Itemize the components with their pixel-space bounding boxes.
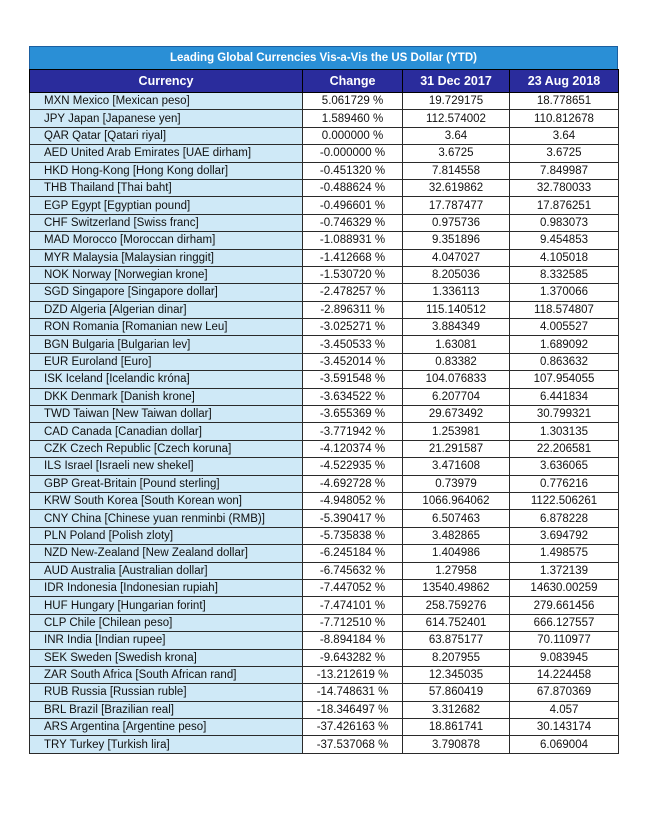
table-row xyxy=(30,701,619,718)
aug-2018-cell: 4.057 xyxy=(510,701,619,718)
change-cell: -37.426163 % xyxy=(303,719,403,736)
table-row xyxy=(30,301,619,318)
table-row xyxy=(30,666,619,683)
aug-2018-cell: 3.636065 xyxy=(510,458,619,475)
currency-cell: ZAR South Africa [South African rand] xyxy=(30,666,303,683)
change-cell: -7.447052 % xyxy=(303,579,403,596)
table-row xyxy=(30,336,619,353)
change-cell: -3.452014 % xyxy=(303,353,403,370)
table-row xyxy=(30,562,619,579)
dec-2017-cell: 3.482865 xyxy=(403,527,510,544)
change-cell: -0.451320 % xyxy=(303,162,403,179)
aug-2018-cell: 32.780033 xyxy=(510,179,619,196)
table-row xyxy=(30,684,619,701)
currency-cell: CHF Switzerland [Swiss franc] xyxy=(30,214,303,231)
table-row xyxy=(30,284,619,301)
currency-cell: CLP Chile [Chilean peso] xyxy=(30,614,303,631)
currency-cell: DKK Denmark [Danish krone] xyxy=(30,388,303,405)
change-cell: -3.450533 % xyxy=(303,336,403,353)
change-cell: -4.522935 % xyxy=(303,458,403,475)
change-cell: 5.061729 % xyxy=(303,93,403,110)
table-row xyxy=(30,266,619,283)
dec-2017-cell: 1.253981 xyxy=(403,423,510,440)
change-cell: -0.496601 % xyxy=(303,197,403,214)
currency-cell: MYR Malaysia [Malaysian ringgit] xyxy=(30,249,303,266)
currency-cell: ILS Israel [Israeli new shekel] xyxy=(30,458,303,475)
table-row xyxy=(30,388,619,405)
change-cell: -37.537068 % xyxy=(303,736,403,753)
dec-2017-cell: 29.673492 xyxy=(403,406,510,423)
table-row xyxy=(30,545,619,562)
aug-2018-cell: 3.64 xyxy=(510,127,619,144)
aug-2018-cell: 0.983073 xyxy=(510,214,619,231)
currency-cell: NZD New-Zealand [New Zealand dollar] xyxy=(30,545,303,562)
table-row xyxy=(30,371,619,388)
table-row xyxy=(30,249,619,266)
currency-cell: GBP Great-Britain [Pound sterling] xyxy=(30,475,303,492)
change-cell: -7.474101 % xyxy=(303,597,403,614)
dec-2017-cell: 57.860419 xyxy=(403,684,510,701)
table-row xyxy=(30,579,619,596)
dec-2017-cell: 6.207704 xyxy=(403,388,510,405)
currency-cell: SGD Singapore [Singapore dollar] xyxy=(30,284,303,301)
table-row xyxy=(30,492,619,509)
change-cell: -4.948052 % xyxy=(303,492,403,509)
aug-2018-cell: 0.776216 xyxy=(510,475,619,492)
aug-2018-cell: 30.799321 xyxy=(510,406,619,423)
change-cell: -5.390417 % xyxy=(303,510,403,527)
dec-2017-cell: 32.619862 xyxy=(403,179,510,196)
currency-cell: JPY Japan [Japanese yen] xyxy=(30,110,303,127)
currency-table-container xyxy=(29,46,618,754)
table-row xyxy=(30,406,619,423)
aug-2018-cell: 4.105018 xyxy=(510,249,619,266)
table-row xyxy=(30,527,619,544)
aug-2018-cell: 6.069004 xyxy=(510,736,619,753)
currency-cell: TWD Taiwan [New Taiwan dollar] xyxy=(30,406,303,423)
change-cell: -14.748631 % xyxy=(303,684,403,701)
dec-2017-cell: 3.884349 xyxy=(403,319,510,336)
table-row xyxy=(30,319,619,336)
currency-cell: INR India [Indian rupee] xyxy=(30,632,303,649)
table-row xyxy=(30,353,619,370)
change-cell: -1.412668 % xyxy=(303,249,403,266)
change-cell: -4.120374 % xyxy=(303,440,403,457)
table-row xyxy=(30,145,619,162)
currency-cell: ARS Argentina [Argentine peso] xyxy=(30,719,303,736)
dec-2017-cell: 21.291587 xyxy=(403,440,510,457)
change-cell: -9.643282 % xyxy=(303,649,403,666)
currency-cell: CAD Canada [Canadian dollar] xyxy=(30,423,303,440)
dec-2017-cell: 19.729175 xyxy=(403,93,510,110)
change-cell: -8.894184 % xyxy=(303,632,403,649)
change-cell: -0.000000 % xyxy=(303,145,403,162)
table-row xyxy=(30,110,619,127)
aug-2018-cell: 9.454853 xyxy=(510,232,619,249)
currency-table xyxy=(29,69,619,754)
aug-2018-cell: 1.689092 xyxy=(510,336,619,353)
change-cell: -0.488624 % xyxy=(303,179,403,196)
currency-cell: RON Romania [Romanian new Leu] xyxy=(30,319,303,336)
dec-2017-cell: 614.752401 xyxy=(403,614,510,631)
currency-cell: NOK Norway [Norwegian krone] xyxy=(30,266,303,283)
currency-cell: AUD Australia [Australian dollar] xyxy=(30,562,303,579)
dec-2017-cell: 8.205036 xyxy=(403,266,510,283)
currency-cell: EUR Euroland [Euro] xyxy=(30,353,303,370)
dec-2017-cell: 1.404986 xyxy=(403,545,510,562)
change-cell: 0.000000 % xyxy=(303,127,403,144)
table-row xyxy=(30,510,619,527)
table-row xyxy=(30,597,619,614)
dec-2017-cell: 3.312682 xyxy=(403,701,510,718)
currency-cell: AED United Arab Emirates [UAE dirham] xyxy=(30,145,303,162)
change-cell: -4.692728 % xyxy=(303,475,403,492)
currency-cell: MXN Mexico [Mexican peso] xyxy=(30,93,303,110)
currency-cell: RUB Russia [Russian ruble] xyxy=(30,684,303,701)
dec-2017-cell: 18.861741 xyxy=(403,719,510,736)
aug-2018-cell: 1.372139 xyxy=(510,562,619,579)
table-row xyxy=(30,614,619,631)
change-cell: -13.212619 % xyxy=(303,666,403,683)
aug-2018-cell: 0.863632 xyxy=(510,353,619,370)
dec-2017-cell: 0.73979 xyxy=(403,475,510,492)
currency-cell: DZD Algeria [Algerian dinar] xyxy=(30,301,303,318)
dec-2017-cell: 1.27958 xyxy=(403,562,510,579)
change-cell: -3.634522 % xyxy=(303,388,403,405)
column-header-currency: Currency xyxy=(30,70,303,93)
dec-2017-cell: 3.6725 xyxy=(403,145,510,162)
change-cell: -18.346497 % xyxy=(303,701,403,718)
currency-cell: SEK Sweden [Swedish krona] xyxy=(30,649,303,666)
change-cell: -3.591548 % xyxy=(303,371,403,388)
dec-2017-cell: 13540.49862 xyxy=(403,579,510,596)
column-header-aug-2018: 23 Aug 2018 xyxy=(510,70,619,93)
aug-2018-cell: 110.812678 xyxy=(510,110,619,127)
table-row xyxy=(30,719,619,736)
dec-2017-cell: 6.507463 xyxy=(403,510,510,527)
aug-2018-cell: 666.127557 xyxy=(510,614,619,631)
dec-2017-cell: 0.975736 xyxy=(403,214,510,231)
change-cell: -2.896311 % xyxy=(303,301,403,318)
currency-cell: BGN Bulgaria [Bulgarian lev] xyxy=(30,336,303,353)
dec-2017-cell: 63.875177 xyxy=(403,632,510,649)
table-row xyxy=(30,93,619,110)
aug-2018-cell: 9.083945 xyxy=(510,649,619,666)
table-row xyxy=(30,458,619,475)
currency-cell: CZK Czech Republic [Czech koruna] xyxy=(30,440,303,457)
dec-2017-cell: 1.336113 xyxy=(403,284,510,301)
table-row xyxy=(30,475,619,492)
dec-2017-cell: 0.83382 xyxy=(403,353,510,370)
aug-2018-cell: 279.661456 xyxy=(510,597,619,614)
currency-cell: QAR Qatar [Qatari riyal] xyxy=(30,127,303,144)
currency-cell: ISK Iceland [Icelandic króna] xyxy=(30,371,303,388)
change-cell: 1.589460 % xyxy=(303,110,403,127)
aug-2018-cell: 18.778651 xyxy=(510,93,619,110)
currency-cell: TRY Turkey [Turkish lira] xyxy=(30,736,303,753)
column-header-dec-2017: 31 Dec 2017 xyxy=(403,70,510,93)
dec-2017-cell: 9.351896 xyxy=(403,232,510,249)
dec-2017-cell: 7.814558 xyxy=(403,162,510,179)
dec-2017-cell: 8.207955 xyxy=(403,649,510,666)
change-cell: -6.245184 % xyxy=(303,545,403,562)
aug-2018-cell: 107.954055 xyxy=(510,371,619,388)
currency-cell: HKD Hong-Kong [Hong Kong dollar] xyxy=(30,162,303,179)
table-title: Leading Global Currencies Vis-a-Vis the US Dollar (YTD) xyxy=(29,46,618,69)
table-row xyxy=(30,232,619,249)
dec-2017-cell: 4.047027 xyxy=(403,249,510,266)
aug-2018-cell: 6.878228 xyxy=(510,510,619,527)
change-cell: -1.530720 % xyxy=(303,266,403,283)
dec-2017-cell: 258.759276 xyxy=(403,597,510,614)
dec-2017-cell: 104.076833 xyxy=(403,371,510,388)
currency-cell: BRL Brazil [Brazilian real] xyxy=(30,701,303,718)
change-cell: -3.655369 % xyxy=(303,406,403,423)
table-row xyxy=(30,127,619,144)
change-cell: -2.478257 % xyxy=(303,284,403,301)
aug-2018-cell: 22.206581 xyxy=(510,440,619,457)
change-cell: -7.712510 % xyxy=(303,614,403,631)
dec-2017-cell: 3.471608 xyxy=(403,458,510,475)
table-row xyxy=(30,197,619,214)
currency-cell: EGP Egypt [Egyptian pound] xyxy=(30,197,303,214)
aug-2018-cell: 1.498575 xyxy=(510,545,619,562)
dec-2017-cell: 17.787477 xyxy=(403,197,510,214)
currency-cell: IDR Indonesia [Indonesian rupiah] xyxy=(30,579,303,596)
currency-cell: HUF Hungary [Hungarian forint] xyxy=(30,597,303,614)
aug-2018-cell: 17.876251 xyxy=(510,197,619,214)
table-row xyxy=(30,736,619,753)
change-cell: -0.746329 % xyxy=(303,214,403,231)
column-header-change: Change xyxy=(303,70,403,93)
change-cell: -5.735838 % xyxy=(303,527,403,544)
dec-2017-cell: 115.140512 xyxy=(403,301,510,318)
aug-2018-cell: 14.224458 xyxy=(510,666,619,683)
table-row xyxy=(30,162,619,179)
aug-2018-cell: 118.574807 xyxy=(510,301,619,318)
dec-2017-cell: 3.790878 xyxy=(403,736,510,753)
change-cell: -1.088931 % xyxy=(303,232,403,249)
aug-2018-cell: 30.143174 xyxy=(510,719,619,736)
change-cell: -3.025271 % xyxy=(303,319,403,336)
currency-cell: THB Thailand [Thai baht] xyxy=(30,179,303,196)
table-row xyxy=(30,179,619,196)
dec-2017-cell: 12.345035 xyxy=(403,666,510,683)
aug-2018-cell: 3.6725 xyxy=(510,145,619,162)
currency-cell: PLN Poland [Polish zloty] xyxy=(30,527,303,544)
aug-2018-cell: 6.441834 xyxy=(510,388,619,405)
table-row xyxy=(30,423,619,440)
currency-cell: KRW South Korea [South Korean won] xyxy=(30,492,303,509)
header-row xyxy=(30,70,619,93)
currency-cell: CNY China [Chinese yuan renminbi (RMB)] xyxy=(30,510,303,527)
aug-2018-cell: 67.870369 xyxy=(510,684,619,701)
table-row xyxy=(30,440,619,457)
aug-2018-cell: 3.694792 xyxy=(510,527,619,544)
dec-2017-cell: 1.63081 xyxy=(403,336,510,353)
table-body xyxy=(30,93,619,754)
aug-2018-cell: 1.370066 xyxy=(510,284,619,301)
table-row xyxy=(30,649,619,666)
aug-2018-cell: 70.110977 xyxy=(510,632,619,649)
change-cell: -3.771942 % xyxy=(303,423,403,440)
aug-2018-cell: 1.303135 xyxy=(510,423,619,440)
aug-2018-cell: 7.849987 xyxy=(510,162,619,179)
change-cell: -6.745632 % xyxy=(303,562,403,579)
aug-2018-cell: 1122.506261 xyxy=(510,492,619,509)
table-row xyxy=(30,632,619,649)
dec-2017-cell: 1066.964062 xyxy=(403,492,510,509)
dec-2017-cell: 3.64 xyxy=(403,127,510,144)
currency-cell: MAD Morocco [Moroccan dirham] xyxy=(30,232,303,249)
aug-2018-cell: 8.332585 xyxy=(510,266,619,283)
aug-2018-cell: 4.005527 xyxy=(510,319,619,336)
dec-2017-cell: 112.574002 xyxy=(403,110,510,127)
aug-2018-cell: 14630.00259 xyxy=(510,579,619,596)
table-row xyxy=(30,214,619,231)
